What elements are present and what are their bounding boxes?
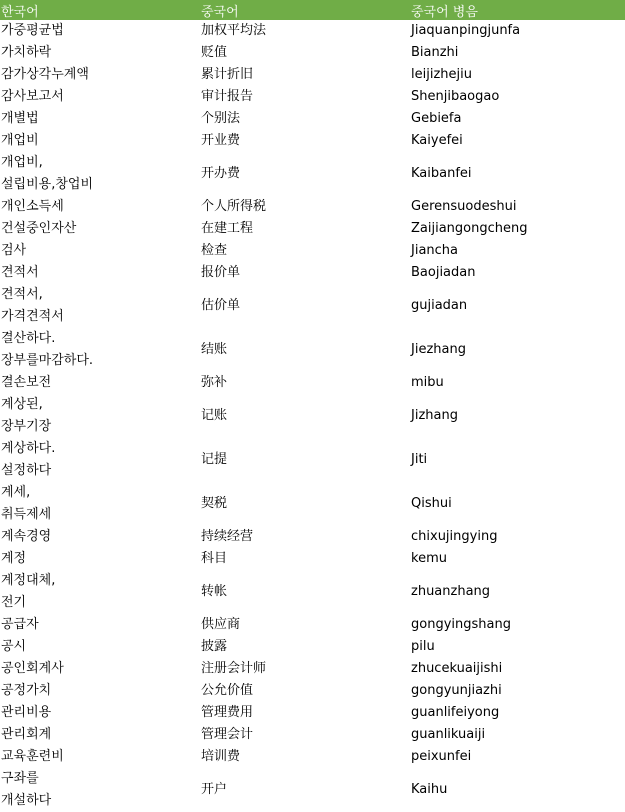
table-row xyxy=(0,636,625,658)
chinese-term-cell: 管理会计 xyxy=(201,727,254,742)
korean-term-cell: 계세, 취득제세 xyxy=(1,485,52,522)
chinese-term-cell: 开办费 xyxy=(201,166,241,181)
table-row xyxy=(0,20,625,42)
korean-term-cell: 개별법 xyxy=(1,111,39,126)
table-row xyxy=(0,724,625,746)
korean-term-cell: 결손보전 xyxy=(1,375,52,390)
table-row xyxy=(0,372,625,394)
table-row xyxy=(0,328,625,372)
korean-term-cell: 관리비용 xyxy=(1,705,52,720)
korean-term-cell: 견적서 xyxy=(1,265,39,280)
chinese-term-cell: 披露 xyxy=(201,639,228,654)
header-chinese: 중국어 xyxy=(200,0,410,20)
chinese-term-cell: 开业费 xyxy=(201,133,241,148)
pinyin-cell: chixujingying xyxy=(411,529,498,544)
pinyin-cell: Baojiadan xyxy=(411,265,476,280)
korean-term-cell: 가치하락 xyxy=(1,45,52,60)
pinyin-cell: Kaiyefei xyxy=(411,133,463,148)
chinese-term-cell: 转帐 xyxy=(201,584,228,599)
pinyin-cell: mibu xyxy=(411,375,444,390)
chinese-term-cell: 估价单 xyxy=(201,298,241,313)
table-row xyxy=(0,130,625,152)
pinyin-cell: Kaibanfei xyxy=(411,166,472,181)
table-row xyxy=(0,614,625,636)
korean-term-cell: 개업비 xyxy=(1,133,39,148)
chinese-term-cell: 公允价值 xyxy=(201,683,254,698)
table-row xyxy=(0,768,625,812)
chinese-term-cell: 契税 xyxy=(201,496,228,511)
table-row xyxy=(0,680,625,702)
table-row xyxy=(0,746,625,768)
korean-term-cell: 관리회계 xyxy=(1,727,52,742)
korean-term-cell: 계속경영 xyxy=(1,529,52,544)
pinyin-cell: gongyingshang xyxy=(411,617,511,632)
chinese-term-cell: 报价单 xyxy=(201,265,241,280)
pinyin-cell: kemu xyxy=(411,551,447,566)
pinyin-cell: Jiaquanpingjunfa xyxy=(411,23,521,38)
korean-term-cell: 결산하다. 장부를마감하다. xyxy=(1,331,94,368)
chinese-term-cell: 弥补 xyxy=(201,375,228,390)
header-pinyin: 중국어 병음 xyxy=(410,0,625,20)
korean-term-cell: 계상된, 장부기장 xyxy=(1,397,52,434)
chinese-term-cell: 科目 xyxy=(201,551,228,566)
table-row xyxy=(0,196,625,218)
korean-term-cell: 개인소득세 xyxy=(1,199,64,214)
table-row xyxy=(0,394,625,438)
chinese-term-cell: 个人所得税 xyxy=(201,199,267,214)
pinyin-cell: Zaijiangongcheng xyxy=(411,221,528,236)
pinyin-cell: zhuanzhang xyxy=(411,584,491,599)
korean-term-cell: 개업비, 설립비용,창업비 xyxy=(1,155,94,192)
pinyin-cell: Qishui xyxy=(411,496,452,511)
korean-term-cell: 계정대체, 전기 xyxy=(1,573,56,610)
table-body xyxy=(0,20,625,812)
pinyin-cell: Bianzhi xyxy=(411,45,459,60)
chinese-term-cell: 累计折旧 xyxy=(201,67,254,82)
korean-term-cell: 구좌를 개설하다 xyxy=(1,771,52,808)
korean-term-cell: 계상하다. 설정하다 xyxy=(1,441,56,478)
korean-term-cell: 건설중인자산 xyxy=(1,221,77,236)
chinese-term-cell: 加权平均法 xyxy=(201,23,267,38)
table-row xyxy=(0,218,625,240)
table-row xyxy=(0,108,625,130)
chinese-term-cell: 注册会计师 xyxy=(201,661,267,676)
table-row xyxy=(0,548,625,570)
korean-term-cell: 공정가치 xyxy=(1,683,52,698)
pinyin-cell: pilu xyxy=(411,639,435,654)
table-row xyxy=(0,262,625,284)
chinese-term-cell: 贬值 xyxy=(201,45,228,60)
header-row xyxy=(0,0,625,20)
korean-term-cell: 견적서, 가격견적서 xyxy=(1,287,64,324)
chinese-term-cell: 检查 xyxy=(201,243,228,258)
pinyin-cell: Jizhang xyxy=(411,408,458,423)
pinyin-cell: guanlikuaiji xyxy=(411,727,486,742)
table-row xyxy=(0,86,625,108)
chinese-term-cell: 持续经营 xyxy=(201,529,254,544)
pinyin-cell: Jiancha xyxy=(411,243,459,258)
pinyin-cell: gujiadan xyxy=(411,298,468,313)
pinyin-cell: Kaihu xyxy=(411,782,448,797)
table-row xyxy=(0,526,625,548)
table-row xyxy=(0,658,625,680)
table-row xyxy=(0,240,625,262)
korean-term-cell: 교육훈련비 xyxy=(1,749,64,764)
table-row xyxy=(0,42,625,64)
chinese-term-cell: 记提 xyxy=(201,452,228,467)
chinese-term-cell: 管理费用 xyxy=(201,705,254,720)
korean-term-cell: 감가상각누계액 xyxy=(1,67,89,82)
korean-term-cell: 검사 xyxy=(1,243,27,258)
pinyin-cell: Shenjibaogao xyxy=(411,89,500,104)
pinyin-cell: leijizhejiu xyxy=(411,67,472,82)
pinyin-cell: Gerensuodeshui xyxy=(411,199,517,214)
korean-term-cell: 감사보고서 xyxy=(1,89,64,104)
table-row xyxy=(0,152,625,196)
pinyin-cell: Jiti xyxy=(411,452,428,467)
table-row xyxy=(0,284,625,328)
header-korean: 한국어 xyxy=(0,0,200,20)
chinese-term-cell: 个别法 xyxy=(201,111,241,126)
korean-term-cell: 공인회계사 xyxy=(1,661,64,676)
pinyin-cell: Gebiefa xyxy=(411,111,462,126)
table-row xyxy=(0,438,625,482)
chinese-term-cell: 在建工程 xyxy=(201,221,254,236)
chinese-term-cell: 记账 xyxy=(201,408,228,423)
korean-term-cell: 공시 xyxy=(1,639,27,654)
korean-term-cell: 공급자 xyxy=(1,617,39,632)
pinyin-cell: gongyunjiazhi xyxy=(411,683,502,698)
table-row xyxy=(0,482,625,526)
table-row xyxy=(0,702,625,724)
chinese-term-cell: 供应商 xyxy=(201,617,241,632)
korean-term-cell: 가중평균법 xyxy=(1,23,64,38)
pinyin-cell: peixunfei xyxy=(411,749,472,764)
chinese-term-cell: 审计报告 xyxy=(201,89,254,104)
table-row xyxy=(0,570,625,614)
pinyin-cell: zhucekuaijishi xyxy=(411,661,503,676)
table-row xyxy=(0,64,625,86)
table-header xyxy=(0,0,625,20)
korean-term-cell: 계정 xyxy=(1,551,27,566)
pinyin-cell: guanlifeiyong xyxy=(411,705,500,720)
chinese-term-cell: 培训费 xyxy=(201,749,241,764)
pinyin-cell: Jiezhang xyxy=(411,342,466,357)
chinese-term-cell: 开户 xyxy=(201,782,228,797)
chinese-term-cell: 结账 xyxy=(201,342,228,357)
